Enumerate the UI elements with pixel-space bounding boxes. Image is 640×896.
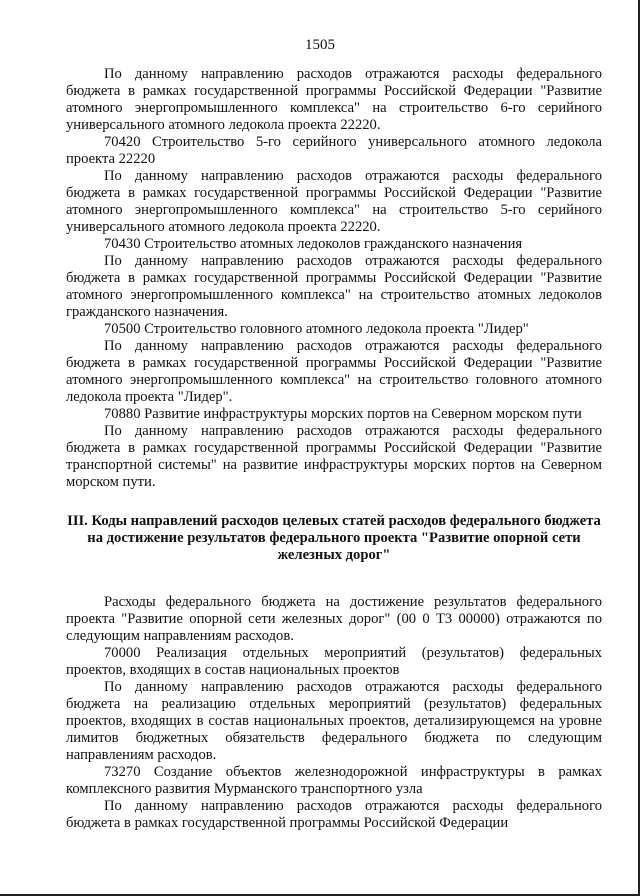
paragraph: По данному направлению расходов отражаются расходы федерального бюджета в рамках государственной программы Российской Федерации "Развитие транспортной системы" на развитие инфраструктуры морских портов на Северном морском пути. (66, 423, 602, 490)
expense-code-heading: 70500 Строительство головного атомного ледокола проекта "Лидер" (104, 321, 529, 337)
expense-code-heading: 70880 Развитие инфраструктуры морских портов на Северном морском пути (104, 406, 582, 422)
expense-code-heading: 70000 Реализация отдельных мероприятий (результатов) федеральных проектов, входящих в состав национальных проектов (66, 645, 602, 678)
paragraph: По данному направлению расходов отражаются расходы федерального бюджета в рамках государственной программы Российской Федерации (66, 798, 602, 831)
section-heading: III. Коды направлений расходов целевых статей расходов федерального бюджета на достижение результатов федерального проекта "Развитие опорной сети железных дорог" (67, 513, 601, 563)
paragraph: По данному направлению расходов отражаются расходы федерального бюджета в рамках государственной программы Российской Федерации "Развитие атомного энергопромышленного комплекса" на строительство головного атомного ледокола проекта "Лидер". (66, 338, 602, 405)
paragraph: Расходы федерального бюджета на достижение результатов федерального проекта "Развитие опорной сети железных дорог" (00 0 Т3 00000) отражаются по следующим направлениям расходов. (66, 594, 602, 644)
expense-code-heading: 70430 Строительство атомных ледоколов гражданского назначения (104, 236, 523, 252)
paragraph: По данному направлению расходов отражаются расходы федерального бюджета в рамках государственной программы Российской Федерации "Развитие атомного энергопромышленного комплекса" на строительство 6-го серийного универсального атомного ледокола проекта 22220. (66, 66, 602, 133)
expense-code-heading: 70420 Строительство 5-го серийного универсального атомного ледокола проекта 22220 (66, 134, 602, 167)
paragraph: По данному направлению расходов отражаются расходы федерального бюджета в рамках государственной программы Российской Федерации "Развитие атомного энергопромышленного комплекса" на строительство 5-го серийного универсального атомного ледокола проекта 22220. (66, 168, 602, 235)
expense-code-heading: 73270 Создание объектов железнодорожной инфраструктуры в рамках комплексного развития Мурманского транспортного узла (66, 764, 602, 797)
paragraph: По данному направлению расходов отражаются расходы федерального бюджета в рамках государственной программы Российской Федерации "Развитие атомного энергопромышленного комплекса" на строительство атомных ледоколов гражданского назначения. (66, 253, 602, 320)
document-body (66, 66, 602, 832)
page-number: 1505 (305, 37, 335, 53)
paragraph: По данному направлению расходов отражаются расходы федерального бюджета на реализацию отдельных мероприятий (результатов) федеральных проектов, входящих в состав национальных проектов, детализирующемся на уровне лимитов бюджетных обязательств федерального бюджета по следующим направлениям расходов. (66, 679, 602, 763)
